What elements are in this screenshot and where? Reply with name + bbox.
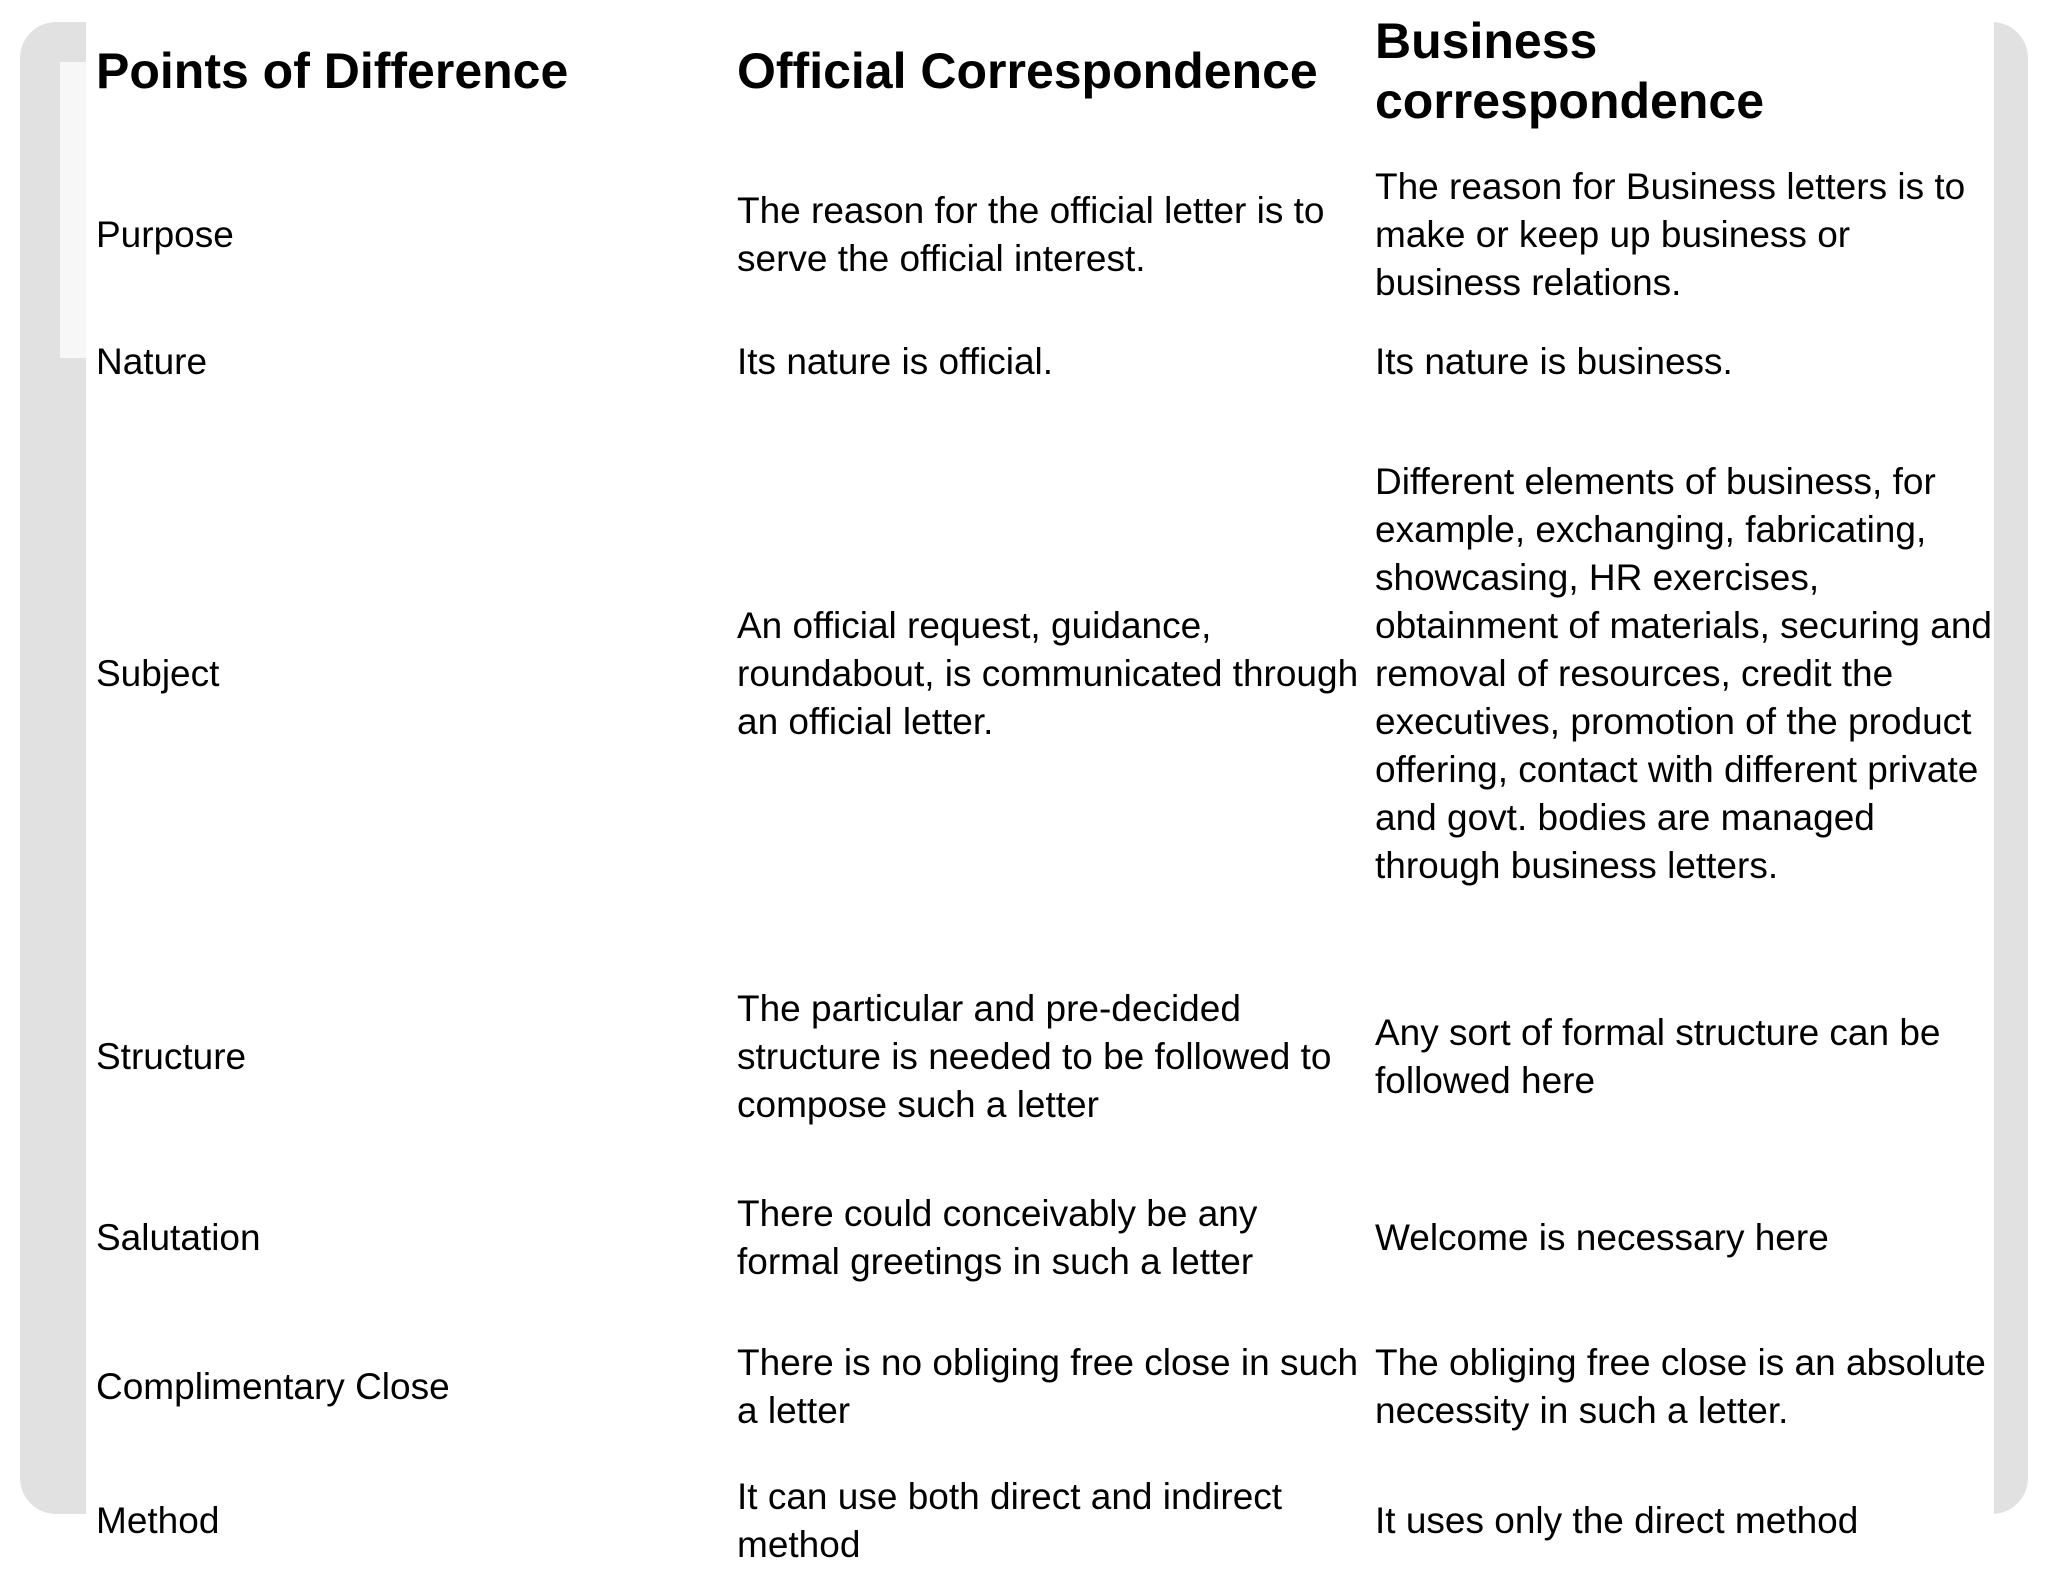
business-cell: Different elements of business, for example, exchanging, fabricating, showcasing, HR exercises, obtainment of materials, securing and removal of resources, credit the executives, promotion of the product offering, contact with different private and govt. bodies are managed through business letters. xyxy=(1375,461,1993,886)
document-page xyxy=(86,0,1994,1565)
row-label: Method xyxy=(96,1500,220,1541)
row-label: Purpose xyxy=(96,213,234,255)
official-cell: The reason for the official letter is to serve the official interest. xyxy=(737,189,1325,279)
table-row xyxy=(86,142,1994,327)
business-cell: The reason for Business letters is to make or keep up business or business relations. xyxy=(1375,165,1966,303)
table-row xyxy=(86,1313,1994,1461)
business-cell: Its nature is business. xyxy=(1375,341,1733,382)
business-cell: Welcome is necessary here xyxy=(1375,1217,1829,1258)
table-row xyxy=(86,397,1994,951)
business-cell: It uses only the direct method xyxy=(1375,1500,1859,1541)
row-label: Complimentary Close xyxy=(96,1366,450,1407)
business-cell: The obliging free close is an absolute necessity in such a letter. xyxy=(1375,1342,1986,1431)
official-cell: Its nature is official. xyxy=(737,341,1054,382)
table-row xyxy=(86,327,1994,397)
table-row xyxy=(86,1163,1994,1313)
background-notch xyxy=(60,62,88,358)
official-cell: It can use both direct and indirect method xyxy=(737,1476,1283,1565)
table-row xyxy=(86,1461,1994,1581)
comparison-table xyxy=(86,0,1994,1581)
official-cell: The particular and pre-decided structure is needed to be followed to compose such a letter xyxy=(737,988,1332,1125)
official-cell: There could conceivably be any formal greetings in such a letter xyxy=(737,1193,1258,1282)
row-label: Structure xyxy=(96,1036,247,1077)
official-cell: There is no obliging free close in such a letter xyxy=(737,1342,1359,1431)
row-label: Salutation xyxy=(96,1217,261,1258)
row-label: Subject xyxy=(96,653,220,694)
header-business-correspondence: Business correspondence xyxy=(1375,13,1765,129)
row-label: Nature xyxy=(96,341,208,382)
table-row xyxy=(86,951,1994,1163)
header-points-of-difference: Points of Difference xyxy=(96,43,569,99)
header-official-correspondence: Official Correspondence xyxy=(737,43,1318,99)
table-header-row xyxy=(86,0,1994,142)
business-cell: Any sort of formal structure can be followed here xyxy=(1375,1012,1941,1101)
official-cell: An official request, guidance, roundabout, is communicated through an official letter. xyxy=(737,605,1359,742)
